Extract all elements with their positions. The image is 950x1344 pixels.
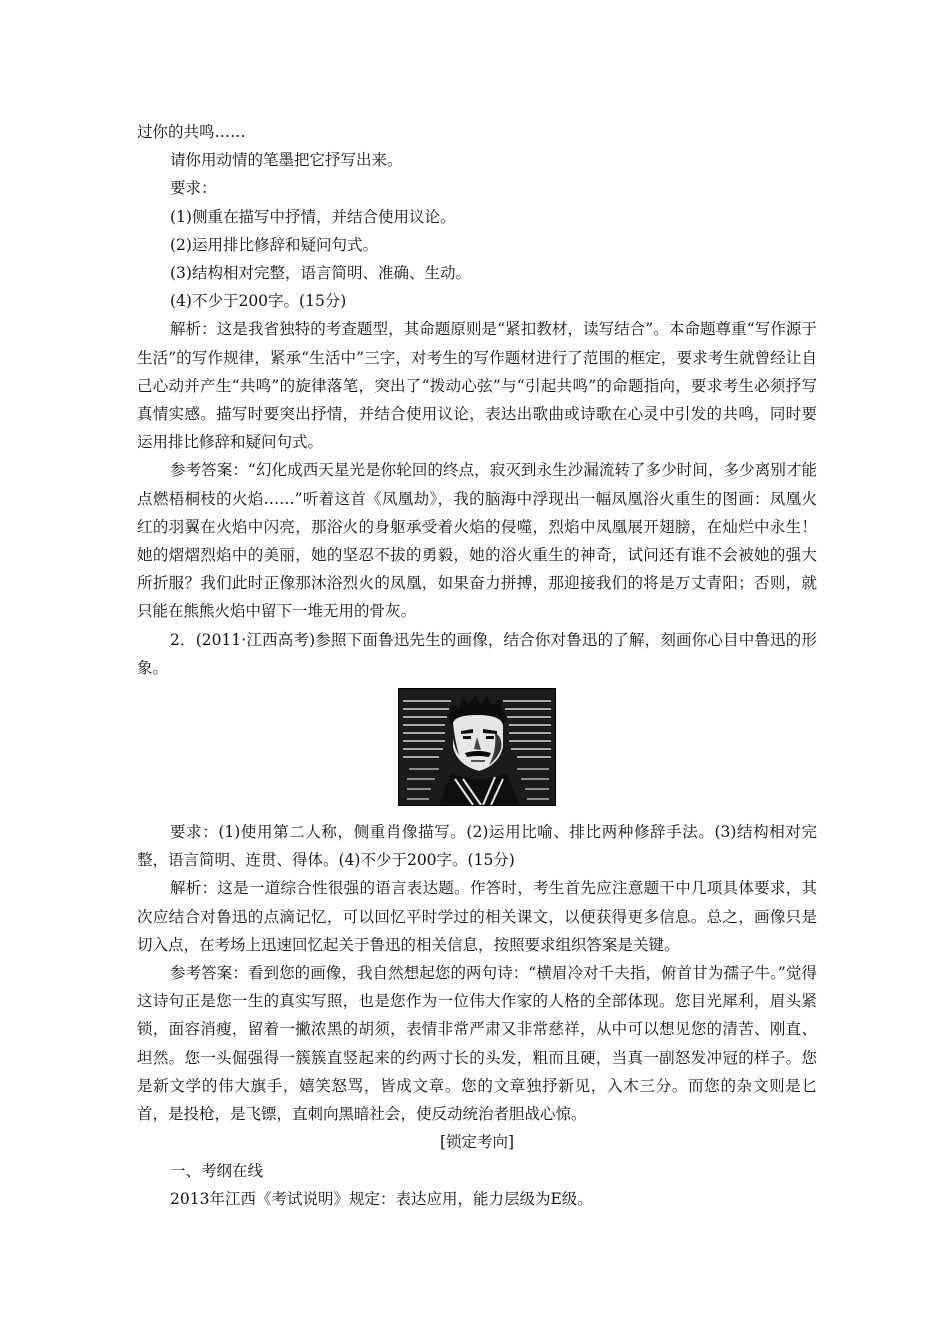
p-answer-2: 参考答案：看到您的画像，我自然想起您的两句诗：“横眉冷对千夫指，俯首甘为孺子牛。”觉得这诗句正是您一生的真实写照，也是您作为一位伟大作家的人格的全部体现。您目光犀利，眉头紧锁，面容消瘦，留着一撇浓黑的胡须，表情非常严肃又非常慈祥，从中可以想见您的清苦、刚直、坦然。您一头倔强得一簇簇直竖起来的约两寸长的头发，粗而且硬，当真一副怒发冲冠的样子。您是新文学的伟大旗手，嬉笑怒骂，皆成文章。您的文章独抒新见，入木三分。而您的杂文则是匕首，是投枪，是飞镖，直刺向黑暗社会，使反动统治者胆战心惊。: [137, 964, 817, 1124]
end-paragraphs: [137, 1157, 817, 1213]
p-h1: 一、考纲在线: [170, 1161, 264, 1180]
p-analysis-2: 解析：这是一道综合性很强的语言表达题。作答时，考生首先应注意题干中几项具体要求，其次应结合对鲁迅的点滴记忆，可以回忆平时学过的相关课文，以便获得更多信息。总之，画像只是切入点，在考场上迅速回忆起关于鲁迅的相关信息，按照要求组织答案是关键。: [137, 879, 817, 954]
bottom-paragraphs: [137, 818, 817, 1128]
figure-container: [137, 688, 817, 814]
p-req-title: 要求：: [170, 179, 217, 198]
luxun-portrait-image: [398, 688, 556, 806]
p-prompt: 请你用动情的笔墨把它抒写出来。: [170, 151, 403, 170]
top-paragraphs: [137, 118, 817, 682]
section-heading: [锁定考向]: [439, 1133, 515, 1152]
p-req-1: (1)侧重在描写中抒情，并结合使用议论。: [170, 207, 456, 226]
document-body: [137, 118, 817, 1213]
p-req-3: (3)结构相对完整，语言简明、准确、生动。: [170, 264, 471, 283]
p-req-4: (4)不少于200字。(15分): [170, 292, 347, 311]
p-syllabus: 2013年江西《考试说明》规定：表达应用，能力层级为E级。: [170, 1189, 593, 1208]
p-analysis-1: 解析：这是我省独特的考查题型，其命题原则是“紧扣教材，读写结合”。本命题尊重“写作源于生活”的写作规律，紧承“生活中”三字，对考生的写作题材进行了范围的框定，要求考生就曾经让自己心动并产生“共鸣”的旋律落笔，突出了“拨动心弦”与“引起共鸣”的命题指向，要求考生必须抒写真情实感。描写时要突出抒情，并结合使用议论，表达出歌曲或诗歌在心灵中引发的共鸣，同时要运用排比修辞和疑问句式。: [137, 320, 817, 452]
woodcut-portrait-svg: [399, 689, 555, 805]
p-q2-req: 要求：(1)使用第二人称，侧重肖像描写。(2)运用比喻、排比两种修辞手法。(3)结构相对完整，语言简明、连贯、得体。(4)不少于200字。(15分): [137, 823, 817, 870]
p-req-2: (2)运用排比修辞和疑问句式。: [170, 235, 378, 254]
p-cont: 过你的共鸣……: [137, 123, 246, 141]
p-answer-1: 参考答案：“幻化成西天星光是你轮回的终点，寂灭到永生沙漏流转了多少时间，多少离别才能点燃梧桐枝的火焰……”听着这首《凤凰劫》，我的脑海中浮现出一幅凤凰浴火重生的图画：凤凰火红的羽翼在火焰中闪亮，那浴火的身躯承受着火焰的侵噬，烈焰中凤凰展开翅膀，在灿烂中永生！她的熠熠烈焰中的美丽，她的坚忍不拔的勇毅，她的浴火重生的神奇，试问还有谁不会被她的强大所折服？我们此时正像那沐浴烈火的凤凰，如果奋力拼搏，那迎接我们的将是万丈青阳；否则，就只能在熊熊火焰中留下一堆无用的骨灰。: [137, 461, 817, 621]
p-q2: 2．(2011·江西高考)参照下面鲁迅先生的画像，结合你对鲁迅的了解，刻画你心目中鲁迅的形象。: [137, 630, 817, 677]
